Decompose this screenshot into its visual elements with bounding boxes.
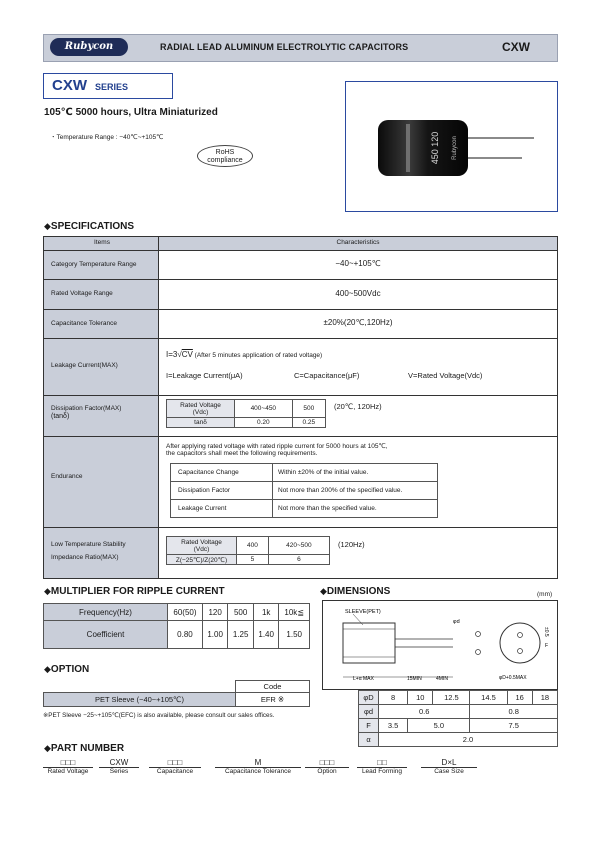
low-temp-v1: 400 (237, 537, 269, 555)
multiplier-freq-label: Frequency(Hz) (44, 604, 168, 621)
svg-text:4MIN: 4MIN (436, 676, 448, 682)
multiplier-freq: 120 (202, 604, 228, 621)
endurance-text-2: the capacitors shall meet the following requirements. (166, 450, 318, 457)
dissipation-v2: 500 (292, 400, 325, 418)
part-field: □□□ Rated Voltage (43, 758, 93, 775)
dim-phiD-label: φD (359, 691, 379, 705)
capacitor-photo (346, 82, 557, 211)
part-field: M Capacitance Tolerance (215, 758, 301, 775)
multiplier-coef: 1.25 (228, 621, 254, 649)
dissipation-t1: 0.20 (235, 418, 293, 428)
diamond-bullet-icon: ◆ (44, 586, 51, 596)
dim-phid-label: φd (359, 705, 379, 719)
diamond-bullet-icon: ◆ (320, 586, 327, 596)
svg-text:15MIN: 15MIN (407, 676, 422, 682)
dissipation-condition: (20℃, 120Hz) (334, 402, 382, 411)
value-category-temp: −40~+105℃ (335, 259, 381, 268)
dim-phiD: 18 (532, 691, 557, 705)
dim-F-a: 3.5 (379, 719, 408, 733)
value-rated-voltage: 400~500Vdc (335, 289, 381, 298)
row-label-dissipation-tan: (tanδ) (51, 413, 70, 420)
dimension-table (358, 690, 558, 747)
spec-col-items: Items (94, 239, 110, 246)
product-photo-frame (345, 81, 558, 212)
capacitor-brand-marking: Rubycon (452, 136, 458, 160)
spec-col-characteristics: Characteristics (336, 239, 380, 246)
header-title: RADIAL LEAD ALUMINUM ELECTROLYTIC CAPACITORS (160, 42, 409, 52)
part-field: □□□ Option (305, 758, 349, 775)
row-label-cap-tolerance: Capacitance Tolerance (51, 320, 118, 327)
multiplier-coef: 0.80 (168, 621, 203, 649)
row-label-low-temp-2: Impedance Ratio(MAX) (51, 554, 119, 561)
endurance-item-value: Not more than 200% of the specified value. (273, 482, 438, 500)
endurance-item-label: Leakage Current (171, 500, 273, 518)
diamond-bullet-icon: ◆ (44, 743, 51, 753)
row-label-endurance: Endurance (51, 473, 83, 480)
specifications-heading: ◆SPECIFICATIONS (44, 221, 135, 232)
rohs-label: RoHS (215, 149, 235, 156)
leakage-formula: I=3√CV (After 5 minutes application of rated voltage) (166, 350, 323, 359)
endurance-item-label: Dissipation Factor (171, 482, 273, 500)
option-code: EFR ※ (236, 693, 310, 707)
multiplier-freq: 500 (228, 604, 254, 621)
dim-phiD: 12.5 (433, 691, 470, 705)
capacitor-marking: 450 120 (430, 131, 440, 165)
series-name: CXW (52, 77, 87, 94)
brand-logo: Rubycon (50, 38, 128, 56)
leakage-def-c: C=Capacitance(μF) (294, 371, 360, 380)
part-field: □□□ Capacitance (149, 758, 201, 775)
value-cap-tolerance: ±20%(20℃,120Hz) (323, 318, 393, 327)
dim-phid-b: 0.8 (470, 705, 558, 719)
part-field: □□ Lead Forming (357, 758, 407, 775)
svg-text:SLEEVE(PET): SLEEVE(PET) (345, 609, 381, 615)
row-label-leakage: Leakage Current(MAX) (51, 362, 118, 369)
low-temp-z2: 6 (268, 555, 329, 565)
option-code-header: Code (236, 681, 310, 693)
leakage-def-i: I=Leakage Current(μA) (166, 371, 243, 380)
multiplier-coef: 1.00 (202, 621, 228, 649)
multiplier-coef: 1.40 (253, 621, 279, 649)
dissipation-tan-header: tanδ (167, 418, 235, 428)
multiplier-coef: 1.50 (279, 621, 310, 649)
dimensions-unit: (mm) (537, 591, 553, 598)
dissipation-rv-header: Rated Voltage (Vdc) (167, 400, 235, 418)
low-temp-rv-header: Rated Voltage (Vdc) (167, 537, 237, 555)
leakage-def-v: V=Rated Voltage(Vdc) (408, 371, 483, 380)
svg-text:F: F (545, 643, 549, 649)
part-field: CXW Series (99, 758, 139, 775)
part-field: D×L Case Size (421, 758, 477, 775)
dim-alpha: 2.0 (379, 733, 558, 747)
rohs-badge (197, 145, 253, 167)
dim-phiD: 8 (379, 691, 408, 705)
low-temp-z-header: Z(−25℃)/Z(20℃) (167, 555, 237, 565)
row-label-low-temp-1: Low Temperature Stability (51, 541, 126, 548)
dimension-drawing-frame (322, 600, 558, 690)
svg-text:±0.5: ±0.5 (543, 627, 549, 637)
option-item: PET Sleeve (−40~+105℃) (44, 693, 236, 707)
option-note: ※PET Sleeve −25~+105℃(EFC) is also available, please consult our sales offices. (43, 712, 275, 719)
endurance-text-1: After applying rated voltage with rated ripple current for 5000 hours at 105℃, (166, 443, 388, 450)
endurance-item-value: Not more than the specified value. (273, 500, 438, 518)
part-number-heading: ◆PART NUMBER (44, 743, 125, 754)
multiplier-freq: 10k≦ (279, 604, 310, 621)
dissipation-v1: 400~450 (235, 400, 293, 418)
row-label-dissipation: Dissipation Factor(MAX) (51, 405, 122, 412)
multiplier-coef-label: Coefficient (44, 621, 168, 649)
dissipation-table (166, 399, 326, 428)
dissipation-t2: 0.25 (292, 418, 325, 428)
endurance-item-value: Within ±20% of the initial value. (273, 464, 438, 482)
dimension-drawing (323, 601, 557, 689)
svg-text:φD+0.5MAX: φD+0.5MAX (499, 675, 527, 681)
part-number-row (43, 758, 483, 782)
dim-phiD: 14.5 (470, 691, 507, 705)
row-label-category-temp: Category Temperature Range (51, 261, 137, 268)
dim-phiD: 16 (507, 691, 532, 705)
row-label-rated-voltage: Rated Voltage Range (51, 290, 113, 297)
diamond-bullet-icon: ◆ (44, 221, 51, 231)
multiplier-heading: ◆MULTIPLIER FOR RIPPLE CURRENT (44, 586, 225, 597)
low-temp-condition: (120Hz) (338, 540, 365, 549)
dim-F-label: F (359, 719, 379, 733)
header-series-code: CXW (502, 40, 530, 54)
svg-text:φd: φd (453, 619, 460, 625)
diamond-bullet-icon: ◆ (44, 664, 51, 674)
dim-F-b: 5.0 (408, 719, 470, 733)
endurance-item-label: Capacitance Change (171, 464, 273, 482)
sleeve-stripe (406, 124, 410, 172)
endurance-table (170, 463, 438, 518)
dim-phid-a: 0.6 (379, 705, 470, 719)
multiplier-freq: 60(50) (168, 604, 203, 621)
dimensions-heading: ◆DIMENSIONS (320, 586, 391, 597)
series-label: SERIES (95, 82, 129, 92)
series-subtitle: 105℃ 5000 hours, Ultra Miniaturized (44, 107, 218, 118)
option-heading: ◆OPTION (44, 664, 90, 675)
dim-alpha-label: α (359, 733, 379, 747)
multiplier-table (43, 603, 310, 649)
dim-F-c: 7.5 (470, 719, 558, 733)
low-temp-z1: 5 (237, 555, 269, 565)
svg-text:L+α MAX: L+α MAX (353, 676, 374, 682)
temperature-range-note: ・Temperature Range : −40℃~+105℃ (50, 134, 164, 141)
option-table (43, 680, 310, 707)
low-temp-table (166, 536, 330, 565)
rohs-compliance-label: compliance (207, 157, 243, 164)
multiplier-freq: 1k (253, 604, 279, 621)
dim-phiD: 10 (408, 691, 433, 705)
low-temp-v2: 420~500 (268, 537, 329, 555)
